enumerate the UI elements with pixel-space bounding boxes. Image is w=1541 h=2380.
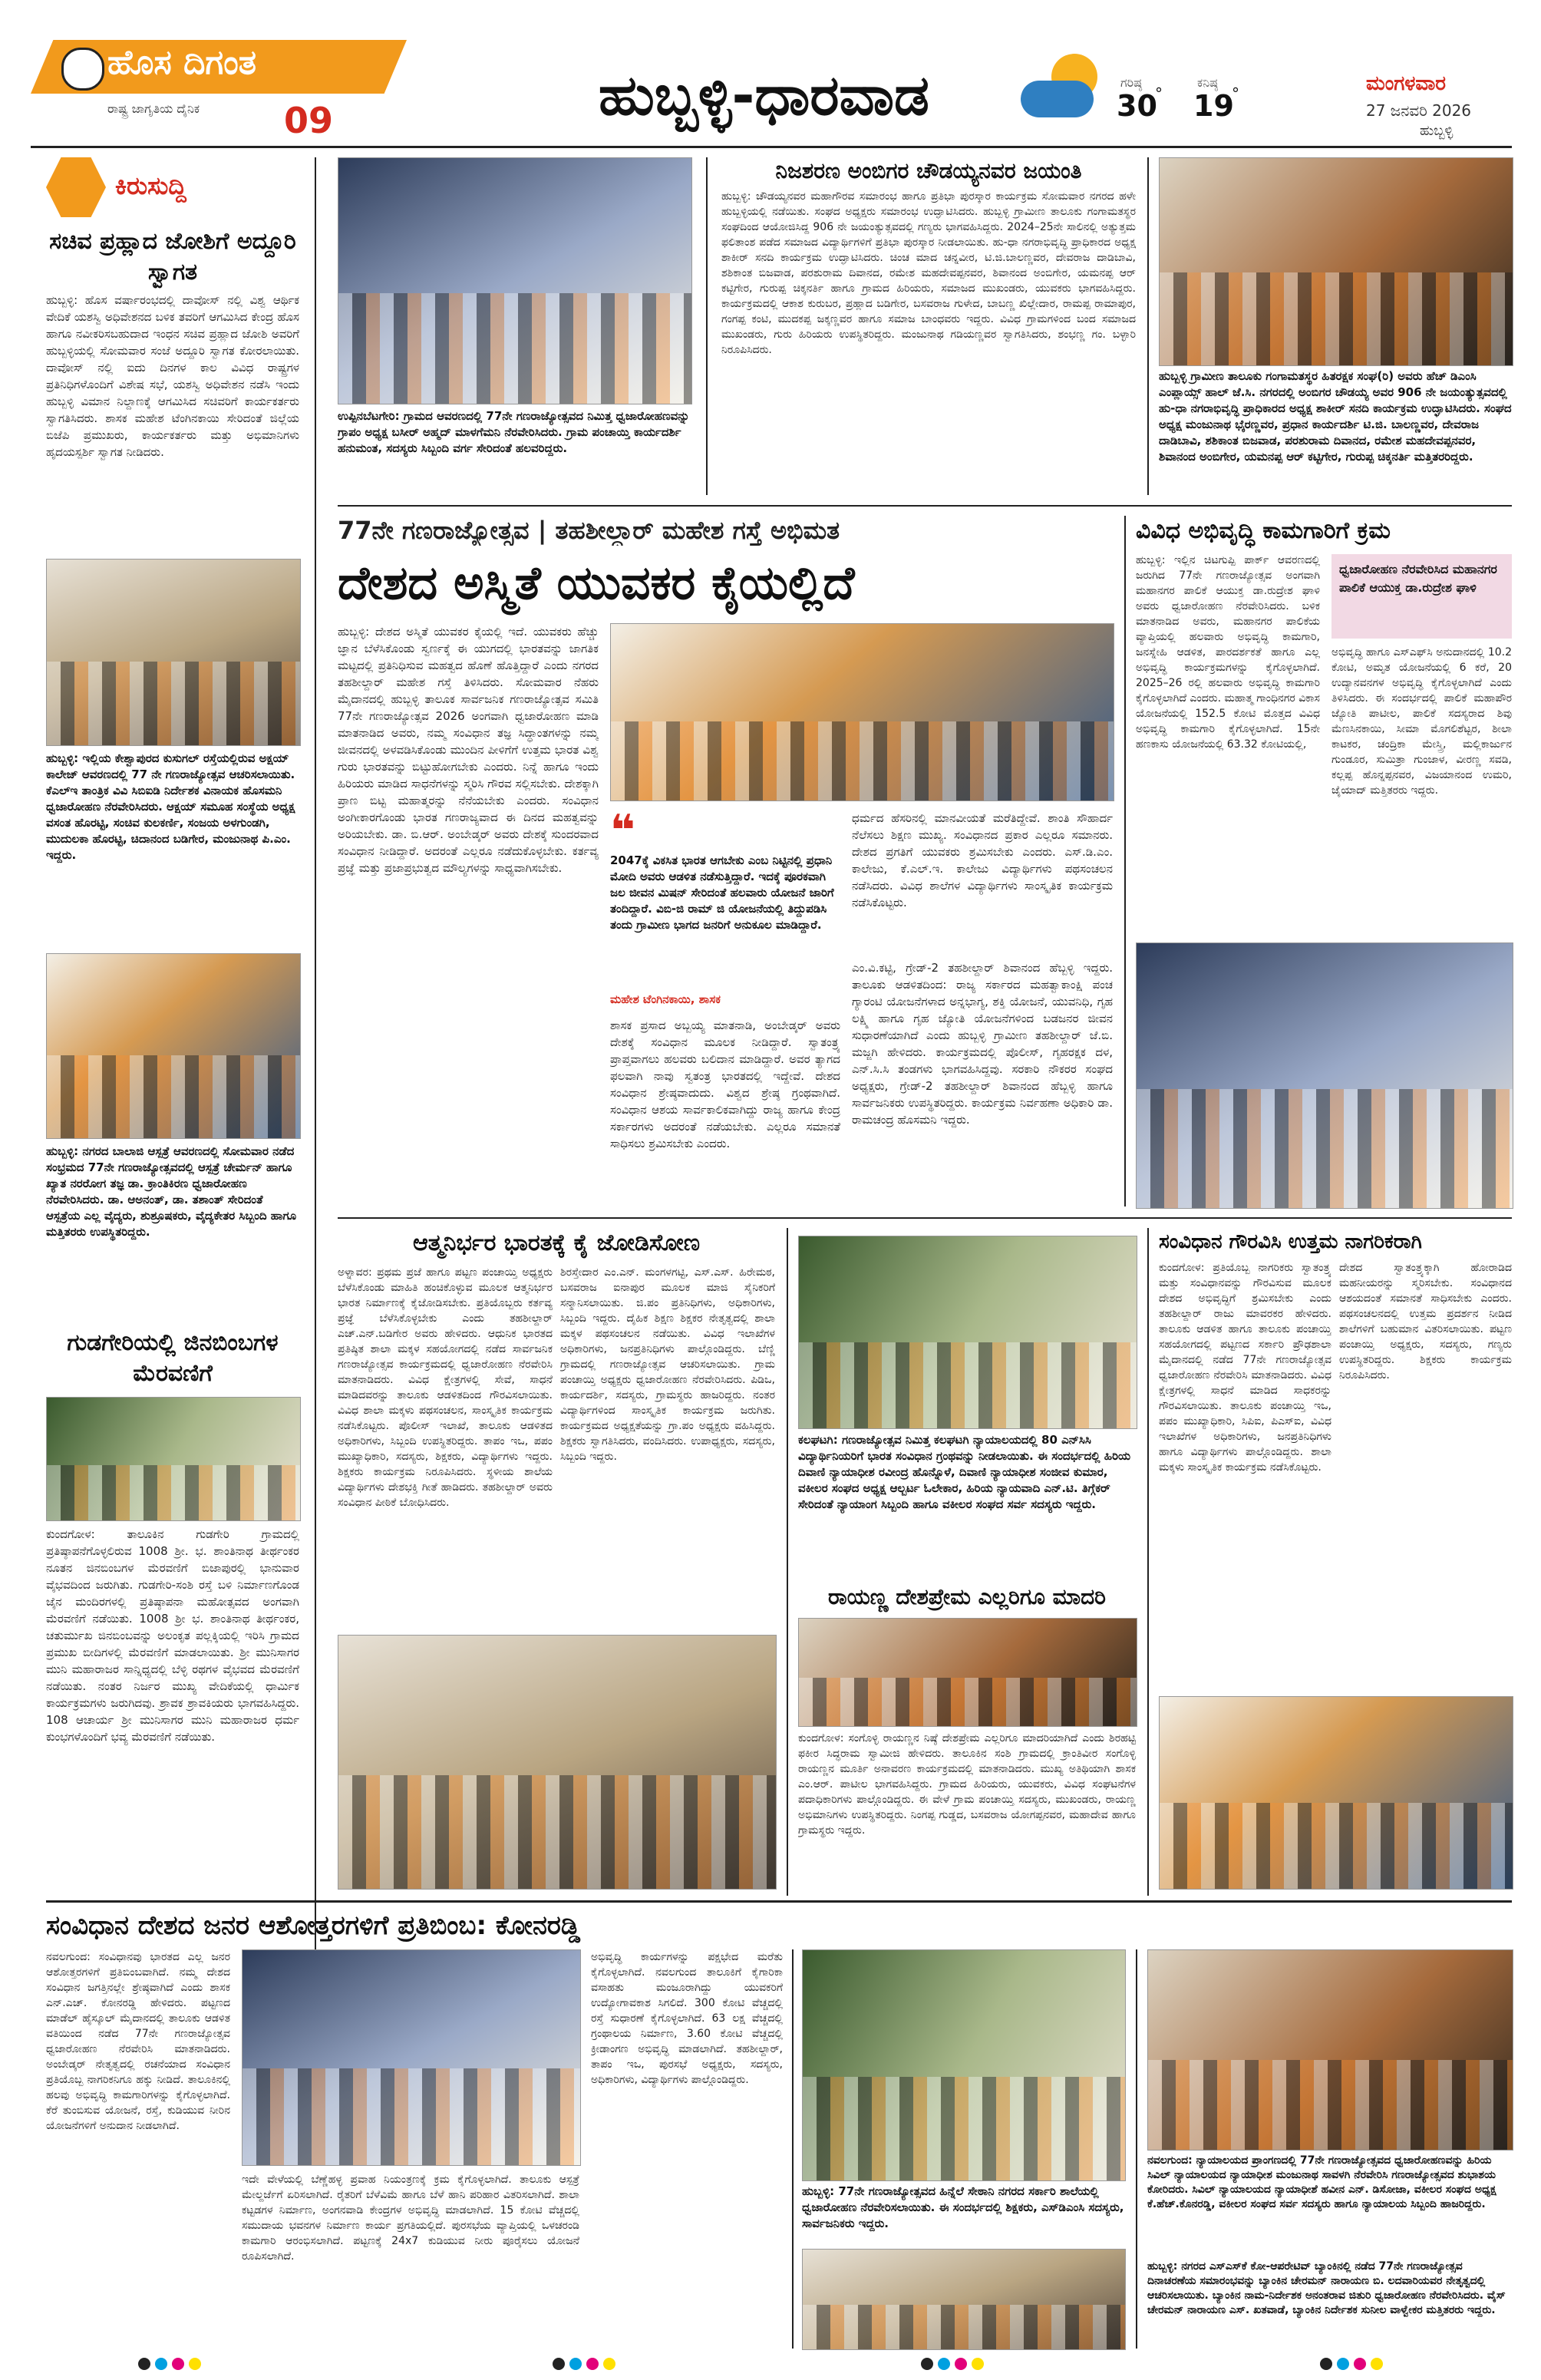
edition-city: ಹುಬ್ಬಳ್ಳಿ: [1420, 123, 1454, 139]
photo-uppinabetageri: [338, 157, 692, 404]
lead-body-3: ಧರ್ಮದ ಹೆಸರಿನಲ್ಲಿ ಮಾನವೀಯತೆ ಮರೆತಿದ್ದೇವೆ. ಶಾಂತಿ ಸೌಹಾರ್ದ ನೆಲೆಸಲು ಶಿಕ್ಷಣ ಮುಖ್ಯ. ಸಂವಿಧಾನದ ಪ್ರಕಾರ ಎಲ್ಲರೂ ಸಮಾನರು. ದೇಶದ ಪ್ರಗತಿಗೆ ಯುವಕರು ಶ್ರಮಿಸಬೇಕು ಎಂದರು. ಎಸ್.ಡಿ.ಎಂ. ಕಾಲೇಜು, ಕೆ.ಎಲ್.ಇ. ಕಾಲೇಜು ವಿದ್ಯಾರ್ಥಿಗಳು ಪಥಸಂಚಲನ ನಡೆಸಿದರು. ವಿವಿಧ ಶಾಲೆಗಳ ವಿದ್ಯಾರ್ಥಿಗಳು ಸಾಂಸ್ಕೃತಿಕ ಕಾರ್ಯಕ್ರಮ ನಡೆಸಿಕೊಟ್ಟರು.: [852, 811, 1113, 909]
story-body-konareddy-3: ಅಭಿವೃದ್ಧಿ ಕಾರ್ಯಗಳನ್ನು ಪಕ್ಷಭೇದ ಮರೆತು ಕೈಗೊಳ್ಳಲಾಗಿದೆ. ನವಲಗುಂದ ತಾಲೂಕಿಗೆ ಕೈಗಾರಿಕಾ ವಸಾಹತು ಮಂಜೂರಾಗಿದ್ದು ಯುವಕರಿಗೆ ಉದ್ಯೋಗಾವಕಾಶ ಸಿಗಲಿದೆ. 300 ಕೋಟಿ ವೆಚ್ಚದಲ್ಲಿ ರಸ್ತೆ ಸುಧಾರಣೆ ಕೈಗೊಳ್ಳಲಾಗಿದೆ. 63 ಲಕ್ಷ ವೆಚ್ಚದಲ್ಲಿ ಗ್ರಂಥಾಲಯ ನಿರ್ಮಾಣ, 3.60 ಕೋಟಿ ವೆಚ್ಚದಲ್ಲಿ ಕ್ರೀಡಾಂಗಣ ಅಭಿವೃದ್ಧಿ ಮಾಡಲಾಗಿದೆ. ತಹಶೀಲ್ದಾರ್, ತಾಪಂ ಇಒ, ಪುರಸಭೆ ಅಧ್ಯಕ್ಷರು, ಸದಸ್ಯರು, ಅಧಿಕಾರಿಗಳು, ವಿದ್ಯಾರ್ಥಿಗಳು ಪಾಲ್ಗೊಂಡಿದ್ದರು.: [591, 1951, 783, 2086]
story-body-joshi: ಹುಬ್ಬಳ್ಳಿ: ಹೊಸ ವರ್ಷಾರಂಭದಲ್ಲಿ ದಾವೋಸ್ ನಲ್ಲಿ ವಿಶ್ವ ಆರ್ಥಿಕ ವೇದಿಕೆ ಯಶಸ್ವಿ ಅಧಿವೇಶನದ ಬಳಿಕ ತವರಿಗೆ ಆಗಮಿಸಿದ ಕೇಂದ್ರ ಹೊಸ ಹಾಗೂ ನವೀಕರಿಸಬಹುದಾದ ಇಂಧನ ಸಚಿವ ಪ್ರಹ್ಲಾದ ಜೋಶಿ ಅವರಿಗೆ ಹುಬ್ಬಳ್ಳಿಯಲ್ಲಿ ಸೋಮವಾರ ಸಂಜೆ ಅದ್ದೂರಿ ಸ್ವಾಗತ ಕೋರಲಾಯಿತು. ದಾವೋಸ್ ನಲ್ಲಿ ಐದು ದಿನಗಳ ಕಾಲ ವಿವಿಧ ರಾಷ್ಟ್ರಗಳ ಪ್ರತಿನಿಧಿಗಳೊಂದಿಗೆ ವಿಶೇಷ ಸಭೆ, ಯಶಸ್ವಿ ಅಧಿವೇಶನ ನಡೆಸಿ ಇಂದು ಹುಬ್ಬಳ್ಳಿ ವಿಮಾನ ನಿಲ್ದಾಣಕ್ಕೆ ಆಗಮಿಸಿದ ಸಚಿವರಿಗೆ ಕಾರ್ಯಕರ್ತರು ಸ್ವಾಗತಿಸಿದರು. ಶಾಸಕ ಮಹೇಶ ಟೆಂಗಿನಕಾಯಿ ಸೇರಿದಂತೆ ಜಿಲ್ಲೆಯ ಬಿಜೆಪಿ ಪ್ರಮುಖರು, ಕಾರ್ಯಕರ್ತರು ಮತ್ತು ಅಭಿಮಾನಿಗಳು ಹೃದಯಸ್ಪರ್ಶಿ ಸ್ವಾಗತ ನೀಡಿದರು.: [46, 293, 299, 459]
story-body-jayanti: ಹುಬ್ಬಳ್ಳಿ: ಚೌಡಯ್ಯನವರ ಮಹಾಗೌರವ ಸಮಾರಂಭ ಹಾಗೂ ಪ್ರತಿಭಾ ಪುರಸ್ಕಾರ ಕಾರ್ಯಕ್ರಮ ಸೋಮವಾರ ನಗರದ ಹಳೇ ಹುಬ್ಬಳ್ಳಿಯಲ್ಲಿ ನಡೆಯಿತು. ಸಂಘದ ಅಧ್ಯಕ್ಷರು ಸಮಾರಂಭ ಉದ್ಘಾಟಿಸಿದರು. ಹುಬ್ಬಳ್ಳಿ ಗ್ರಾಮೀಣ ತಾಲೂಕು ಗಂಗಾಮತಸ್ಥರ ಸಂಘದಿಂದ ಆಯೋಜಿಸಿದ್ದ 906 ನೇ ಜಯಂತ್ಯುತ್ಸವದಲ್ಲಿ ಗಣ್ಯರು ಭಾಗವಹಿಸಿದ್ದರು. 2024–25ನೇ ಸಾಲಿನಲ್ಲಿ ಅತ್ಯುತ್ತಮ ಫಲಿತಾಂಶ ಪಡೆದ ಸಮಾಜದ ವಿದ್ಯಾರ್ಥಿಗಳಿಗೆ ಪ್ರತಿಭಾ ಪುರಸ್ಕಾರ ನೀಡಲಾಯಿತು. ಹು-ಧಾ ನಗರಾಭಿವೃದ್ಧಿ ಪ್ರಾಧಿಕಾರದ ಅಧ್ಯಕ್ಷ ಶಾಕೀರ್ ಸನದಿ ಕಾರ್ಯಕ್ರಮ ಉದ್ಘಾಟಿಸಿದರು. ಚಿಂಚ ಮಾದ ಚನ್ನವೀರ, ಟಿ.ಜಿ.ಬಾಲಣ್ಣವರ, ದೇವರಾಜ ದಾಡಿಬಾವಿ, ಶಶಿಕಾಂತ ಬಿಜವಾಡ, ಪರಶುರಾಮ ದಿವಾನದ, ರಮೇಶ ಮಹದೇವಪ್ಪನವರ, ಶಿವಾನಂದ ಅಂಬಿಗೇರ, ಯಮನಪ್ಪ ಆರ್ ಕಟ್ಟಿಗೇರ, ಗುರುಪ್ಪ ಚಿಕ್ಕನರ್ತಿ ಹಾಗೂ ಗ್ರಾಮದ ಹಿರಿಯರು, ಸಮಾಜದ ಮುಖಂಡರು, ಯುವಕರು ಭಾಗವಹಿಸಿದ್ದರು. ಕಾರ್ಯಕ್ರಮದಲ್ಲಿ ಆಕಾಶ ಕುರುಬರ, ಪ್ರಹ್ಲಾದ ಬಡಿಗೇರ, ಬಸವರಾಜ ಗುಳೇದ, ಬಾಬಣ್ಣ ಖಿಲ್ಲೇದಾರ, ರಾಮಪ್ಪ ರಾಮಾಪುರ, ಗಂಗಪ್ಪ ಕಂಟಿ, ಮುದಕಪ್ಪ ಜಕ್ಕಣ್ಣವರ ಹಾಗೂ ಸಮಾಜ ಬಾಂಧವರು ಇದ್ದರು. ವಿವಿಧ ಗ್ರಾಮಗಳಿಂದ ಬಂದ ಸಮಾಜದ ಮುಖಂಡರು, ಗುರು ಹಿರಿಯರು ಉಪಸ್ಥಿತರಿದ್ದರು. ಮಂಜುನಾಥ ಗಡಿಯಣ್ಣವರ ಸ್ವಾಗತಿಸಿದರು, ಶಂಭಣ್ಣ ಗಂ. ಬಳ್ಳಾರಿ ನಿರೂಪಿಸಿದರು.: [721, 190, 1136, 356]
photo-kalaghatagi-ncc: [798, 1236, 1137, 1429]
logo-text: ಹೊಸ ದಿಗಂತ: [107, 43, 257, 82]
story-title-development: ವಿವಿಧ ಅಭಿವೃದ್ಧಿ ಕಾಮಗಾರಿಗೆ ಕ್ರಮ: [1136, 517, 1391, 544]
info-box-ghali: ಧ್ವಜಾರೋಹಣ ನೆರವೇರಿಸಿದ ಮಹಾನಗರ ಪಾಲಿಕೆ ಆಯುಕ್ತ ಡಾ.ರುದ್ರೇಶ ಘಾಳಿ: [1331, 554, 1512, 639]
max-temp: 30: [1117, 89, 1157, 123]
photo-development-salute: [1136, 942, 1513, 1209]
story-title-jayanti: ನಿಜಶರಣ ಅಂಬಿಗರ ಚೌಡಯ್ಯನವರ ಜಯಂತಿ: [775, 158, 1082, 183]
kirusuddi-badge: ಕಿರುಸುದ್ದಿ: [46, 157, 238, 219]
page-number: 09: [284, 100, 334, 141]
lead-body-4: ಎಂ.ವಿ.ಕಟ್ಟಿ, ಗ್ರೇಡ್-2 ತಹಶೀಲ್ದಾರ್ ಶಿವಾನಂದ ಹೆಬ್ಬಳ್ಳಿ ಇದ್ದರು. ತಾಲೂಕು ಆಡಳಿತದಿಂದ: ರಾಜ್ಯ ಸರ್ಕಾರದ ಮಹತ್ವಾಕಾಂಕ್ಷಿ ಪಂಚ ಗ್ಯಾರಂಟಿ ಯೋಜನೆಗಳಾದ ಅನ್ನಭಾಗ್ಯ, ಶಕ್ತಿ ಯೋಜನೆ, ಯುವನಿಧಿ, ಗೃಹ ಲಕ್ಷ್ಮಿ ಹಾಗೂ ಗೃಹ ಜ್ಯೋತಿ ಯೋಜನೆಗಳಿಂದ ಬಡಜನರ ಜೀವನ ಸುಧಾರಣೆಯಾಗಿದೆ ಎಂದು ಹುಬ್ಬಳ್ಳಿ ಗ್ರಾಮೀಣ ತಹಶೀಲ್ದಾರ್ ಜೆ.ಬಿ. ಮಜ್ಜಗಿ ಹೇಳಿದರು. ಕಾರ್ಯಕ್ರಮದಲ್ಲಿ ಪೊಲೀಸ್, ಗೃಹರಕ್ಷಕ ದಳ, ಎನ್.ಸಿ.ಸಿ ತಂಡಗಳು ಭಾಗವಹಿಸಿದ್ದವು. ಸರಕಾರಿ ನೌಕರರ ಸಂಘದ ಅಧ್ಯಕ್ಷರು, ಗ್ರೇಡ್-2 ತಹಶೀಲ್ದಾರ್ ಶಿವಾನಂದ ಹೆಬ್ಬಳ್ಳಿ ಹಾಗೂ ಸಾರ್ವಜನಿಕರು ಉಪಸ್ಥಿತರಿದ್ದರು. ಕಾರ್ಯಕ್ರಮ ನಿರ್ವಹಣಾ ಅಧಿಕಾರಿ ಡಾ. ರಾಮಚಂದ್ರ ಹೊಸಮನಿ ಇದ್ದರು.: [852, 961, 1113, 1127]
story-body-samvidhana: ಕುಂದಗೋಳ: ಪ್ರತಿಯೊಬ್ಬ ನಾಗರಿಕರು ಸ್ವಾತಂತ್ರ್ಯ ಮತ್ತು ಸಂವಿಧಾನವನ್ನು ಗೌರವಿಸುವ ಮೂಲಕ ದೇಶದ ಅಭಿವೃದ್ಧಿಗೆ ಶ್ರಮಿಸಬೇಕು ಎಂದು ತಹಶೀಲ್ದಾರ್ ರಾಜು ಮಾವರಕರ ಹೇಳಿದರು. ತಾಲೂಕು ಆಡಳಿತ ಹಾಗೂ ತಾಲೂಕು ಪಂಚಾಯ್ತಿ ಸಹಯೋಗದಲ್ಲಿ ಪಟ್ಟಣದ ಸರ್ಕಾರಿ ಪ್ರೌಢಶಾಲಾ ಮೈದಾನದಲ್ಲಿ ನಡೆದ 77ನೇ ಗಣರಾಜ್ಯೋತ್ಸವ ಧ್ವಜಾರೋಹಣ ನೆರವೇರಿಸಿ ಮಾತನಾಡಿದರು. ವಿವಿಧ ಕ್ಷೇತ್ರಗಳಲ್ಲಿ ಸಾಧನೆ ಮಾಡಿದ ಸಾಧಕರನ್ನು ಗೌರವಿಸಲಾಯಿತು. ತಾಲೂಕು ಪಂಚಾಯ್ತಿ ಇಒ, ಪಪಂ ಮುಖ್ಯಾಧಿಕಾರಿ, ಸಿಪಿಐ, ಪಿಎಸ್‌ಐ, ವಿವಿಧ ಇಲಾಖೆಗಳ ಅಧಿಕಾರಿಗಳು, ಜನಪ್ರತಿನಿಧಿಗಳು ಹಾಗೂ ವಿದ್ಯಾರ್ಥಿಗಳು ಪಾಲ್ಗೊಂಡಿದ್ದರು. ಶಾಲಾ ಮಕ್ಕಳು ಸಾಂಸ್ಕೃತಿಕ ಕಾರ್ಯಕ್ರಮ ನಡೆಸಿಕೊಟ್ಟರು.: [1159, 1262, 1331, 1474]
quote-attribution: ಮಹೇಶ ಟೆಂಗಿನಕಾಯಿ, ಶಾಸಕ: [610, 992, 721, 1006]
story-body-development-1: ಹುಬ್ಬಳ್ಳಿ: ಇಲ್ಲಿನ ಚಿಟಗುಪ್ಪಿ ಪಾರ್ಕ್ ಆವರಣದಲ್ಲಿ ಜರುಗಿದ 77ನೇ ಗಣರಾಜ್ಯೋತ್ಸವ ಅಂಗವಾಗಿ ಮಹಾನಗರ ಪಾಲಿಕೆ ಆಯುಕ್ತ ಡಾ.ರುದ್ರೇಶ ಘಾಳಿ ಅವರು ಧ್ವಜಾರೋಹಣ ನೆರವೇರಿಸಿದರು. ಬಳಿಕ ಮಾತನಾಡಿದ ಅವರು, ಮಹಾನಗರ ಪಾಲಿಕೆಯ ವ್ಯಾಪ್ತಿಯಲ್ಲಿ ಹಲವಾರು ಅಭಿವೃದ್ಧಿ ಕಾಮಗಾರಿ, ಜನಸ್ನೇಹಿ ಆಡಳಿತ, ಪಾರದರ್ಶಕತೆ ಹಾಗೂ ಎಲ್ಲ ಅಭಿವೃದ್ಧಿ ಕಾರ್ಯಕ್ರಮಗಳನ್ನು ಕೈಗೊಳ್ಳಲಾಗಿದೆ. 2025–26 ರಲ್ಲಿ ಹಲವಾರು ಅಭಿವೃದ್ಧಿ ಕಾಮಗಾರಿ ಕೈಗೊಳ್ಳಲಾಗಿದೆ ಎಂದರು. ಮಹಾತ್ಮ ಗಾಂಧಿನಗರ ವಿಕಾಸ ಯೋಜನೆಯಲ್ಲಿ 152.5 ಕೋಟಿ ಮೊತ್ತದ ವಿವಿಧ ಅಭಿವೃದ್ಧಿ ಕಾಮಗಾರಿ ಕೈಗೊಳ್ಳಲಾಗಿದೆ. 15ನೇ ಹಣಕಾಸು ಯೋಜನೆಯಲ್ಲಿ 63.32 ಕೋಟಿಯಲ್ಲಿ,: [1136, 554, 1320, 751]
lead-headline: ದೇಶದ ಅಸ್ಮಿತೆ ಯುವಕರ ಕೈಯಲ್ಲಿದೆ: [338, 556, 855, 610]
caption-balaji-hospital: ಹುಬ್ಬಳ್ಳಿ: ನಗರದ ಬಾಲಾಜಿ ಆಸ್ಪತ್ರೆ ಆವರಣದಲ್ಲಿ ಸೋಮವಾರ ನಡೆದ ಸಂಭ್ರಮದ 77ನೇ ಗಣರಾಜ್ಯೋತ್ಸವದಲ್ಲಿ ಆಸ್ಪತ್ರೆ ಚೇರ್ಮನ್ ಹಾಗೂ ಖ್ಯಾತ ನರರೋಗ ತಜ್ಞ ಡಾ. ಕ್ರಾಂತಿಕಿರಣ ಧ್ವಜಾರೋಹಣ ನೆರವೇರಿಸಿದರು. ಡಾ. ಆಅನಂತ್, ಡಾ. ತಶಾಂತ್ ಸೇರಿದಂತೆ ಆಸ್ಪತ್ರೆಯ ಎಲ್ಲ ವೈದ್ಯರು, ಶುಶ್ರೂಷಕರು, ವೈದ್ಯಕೇತರ ಸಿಬ್ಬಂದಿ ಹಾಗೂ ಮತ್ತಿತರರು ಉಪಸ್ಥಿತರಿದ್ದರು.: [46, 1144, 297, 1239]
rule-below-top: [338, 505, 1512, 507]
rule-bottom-2: [1136, 1949, 1137, 2349]
masthead: [0, 0, 1541, 153]
caption-uppinabetageri: ಉಪ್ಪಿನಬೆಟಗೇರಿ: ಗ್ರಾಮದ ಆವರಣದಲ್ಲಿ 77ನೇ ಗಣರಾಜ್ಯೋತ್ಸವದ ನಿಮಿತ್ತ ಧ್ವಜಾರೋಹಣವನ್ನು ಗ್ರಾಪಂ ಅಧ್ಯಕ್ಷ ಬಸೀರ್ ಅಹ್ಮದ್ ಮಾಳಗೆಮನಿ ನೆರವೇರಿಸಿದರು. ಗ್ರಾಮ ಪಂಚಾಯ್ತಿ ಕಾರ್ಯದರ್ಶಿ ಹನುಮಂತ, ಸದಸ್ಯರು ಸಿಬ್ಬಂದಿ ವರ್ಗ ಸೇರಿದಂತೆ ಹಲವರಿದ್ದರು.: [338, 409, 690, 455]
photo-navalgund-court: [1147, 1949, 1513, 2151]
rule-below-lead: [338, 1217, 1512, 1219]
logo-emblem-icon: [61, 48, 104, 91]
photo-sethani-school: [802, 1949, 1126, 2181]
rule-mid-1: [787, 1228, 788, 1896]
lead-kicker: 77ನೇ ಗಣರಾಜ್ಯೋತ್ಸವ | ತಹಶೀಲ್ದಾರ್ ಮಹೇಶ ಗಸ್ತೆ ಅಭಿಮತ: [338, 516, 840, 545]
photo-alnavar-stage: [338, 1635, 777, 1890]
weekday: ಮಂಗಳವಾರ: [1366, 72, 1447, 95]
max-degree: °: [1155, 84, 1163, 103]
story-title-konareddy: ಸಂವಿಧಾನ ದೇಶದ ಜನರ ಆಶೋತ್ತರಗಳಿಗೆ ಪ್ರತಿಬಿಂಬ: ಕೋನರಡ್ಡಿ: [46, 1910, 581, 1941]
left-column-rule: [315, 157, 316, 2099]
caption-ssk-bank: ಹುಬ್ಬಳ್ಳಿ: ನಗರದ ಎಸ್‌ಎಸ್‌ಕೆ ಕೋ-ಆಪರೇಟಿವ್ ಬ್ಯಾಂಕಿನಲ್ಲಿ ನಡೆದ 77ನೇ ಗಣರಾಜ್ಯೋತ್ಸವ ದಿನಾಚರಣೆಯ ಸಮಾರಂಭವನ್ನು ಬ್ಯಾಂಕಿನ ಚೇರಮನ್ ನಾರಾಯಣ ಬಿ. ಲದವಾರಿಯವರ ನೇತೃತ್ವದಲ್ಲಿ ಆಚರಿಸಲಾಯಿತು. ಬ್ಯಾಂಕಿನ ನಾಮ-ನಿರ್ದೇಶಕ ಅನಂತರಾವ ಜಿತುರಿ ಧ್ವಜಾರೋಹಣ ನೆರವೇರಿಸಿದರು. ವೈಸ್ ಚೇರಮನ್ ನಾರಾಯಣ ಎಸ್. ಖತವಾಡೆ, ಬ್ಯಾಂಕಿನ ನಿರ್ದೇಶಕ ಸುನೀಲ ವಾಳ್ವೇಕರ ಮತ್ತಿತರರು ಇದ್ದರು.: [1147, 2260, 1506, 2316]
photo-kundagol-stage: [1159, 1696, 1513, 1890]
story-title-joshi: ಸಚಿವ ಪ್ರಹ್ಲಾದ ಜೋಶಿಗೆ ಅದ್ದೂರಿ ಸ್ವಾಗತ: [49, 228, 296, 286]
lead-quote-box: [610, 806, 840, 1009]
weather-icon: [1021, 54, 1105, 123]
story-body-konareddy-2: ಇದೇ ವೇಳೆಯಲ್ಲಿ ಬೆಣ್ಣೆಹಳ್ಳ ಪ್ರವಾಹ ನಿಯಂತ್ರಣಕ್ಕೆ ಕ್ರಮ ಕೈಗೊಳ್ಳಲಾಗಿದೆ. ತಾಲೂಕು ಆಸ್ಪತ್ರೆ ಮೇಲ್ದರ್ಜೆಗೆ ಏರಿಸಲಾಗಿದೆ. ರೈತರಿಗೆ ಬೆಳೆವಿಮೆ ಹಾಗೂ ಬೆಳೆ ಹಾನಿ ಪರಿಹಾರ ವಿತರಿಸಲಾಗಿದೆ. ಶಾಲಾ ಕಟ್ಟಡಗಳ ನಿರ್ಮಾಣ, ಅಂಗನವಾಡಿ ಕೇಂದ್ರಗಳ ಅಭಿವೃದ್ಧಿ ಮಾಡಲಾಗಿದೆ. 15 ಕೋಟಿ ವೆಚ್ಚದಲ್ಲಿ ಸಮುದಾಯ ಭವನಗಳ ನಿರ್ಮಾಣ ಕಾರ್ಯ ಪ್ರಗತಿಯಲ್ಲಿದೆ. ಪುರಸಭೆಯ ವ್ಯಾಪ್ತಿಯಲ್ಲಿ ಒಳಚರಂಡಿ ಕಾಮಗಾರಿ ಆರಂಭಿಸಲಾಗಿದೆ. ಪಟ್ಟಣಕ್ಕೆ 24x7 ಕುಡಿಯುವ ನೀರು ಪೂರೈಸಲು ಯೋಜನೆ ರೂಪಿಸಲಾಗಿದೆ.: [242, 2174, 579, 2263]
story-body-atmanirbhar: ಅಳ್ನಾವರ: ಪ್ರಥಮ ಪ್ರಜೆ ಹಾಗೂ ಪಟ್ಟಣ ಪಂಚಾಯ್ತಿ ಅಧ್ಯಕ್ಷರು ಬೆಳೆಸಿಕೊಂಡು ಮಾಹಿತಿ ಹಂಚಿಕೊಳ್ಳುವ ಮೂಲಕ ಆತ್ಮನಿರ್ಭರ ಭಾರತ ನಿರ್ಮಾಣಕ್ಕೆ ಕೈಜೋಡಿಸಬೇಕು. ಪ್ರತಿಯೊಬ್ಬರು ಕರ್ತವ್ಯ ಪ್ರಜ್ಞೆ ಬೆಳೆಸಿಕೊಳ್ಳಬೇಕು ಎಂದು ತಹಶೀಲ್ದಾರ್ ಎಚ್.ಎನ್.ಬಡಿಗೇರ ಅವರು ಹೇಳಿದರು. ಆಧುನಿಕ ಭಾರತದ ಪ್ರತಿಷ್ಠಿತ ಶಾಲಾ ಮಕ್ಕಳ ಸಹಯೋಗದಲ್ಲಿ ನಡೆದ ಸಾರ್ವಜನಿಕ ಗಣರಾಜ್ಯೋತ್ಸವ ಕಾರ್ಯಕ್ರಮದಲ್ಲಿ ಧ್ವಜಾರೋಹಣ ನೆರವೇರಿಸಿ ಮಾತನಾಡಿದರು. ವಿವಿಧ ಕ್ಷೇತ್ರಗಳಲ್ಲಿ ಸೇವೆ, ಸಾಧನೆ ಮಾಡಿದವರನ್ನು ತಾಲೂಕು ಆಡಳಿತದಿಂದ ಗೌರವಿಸಲಾಯಿತು. ವಿವಿಧ ಶಾಲಾ ಮಕ್ಕಳು ಪಥಸಂಚಲನ, ಸಾಂಸ್ಕೃತಿಕ ಕಾರ್ಯಕ್ರಮ ನಡೆಸಿಕೊಟ್ಟರು. ಪೊಲೀಸ್ ಇಲಾಖೆ, ತಾಲೂಕು ಆಡಳಿತದ ಅಧಿಕಾರಿಗಳು, ಸಿಬ್ಬಂದಿ ಉಪಸ್ಥಿತರಿದ್ದರು. ತಾಪಂ ಇಒ, ಪಪಂ ಮುಖ್ಯಾಧಿಕಾರಿ, ಸದಸ್ಯರು, ಶಿಕ್ಷಕರು, ವಿದ್ಯಾರ್ಥಿಗಳು ಇದ್ದರು. ಶಿಕ್ಷಕರು ಕಾರ್ಯಕ್ರಮ ನಿರೂಪಿಸಿದರು. ಸ್ಥಳೀಯ ಶಾಲೆಯ ವಿದ್ಯಾರ್ಥಿಗಳು ದೇಶಭಕ್ತಿ ಗೀತೆ ಹಾಡಿದರು. ತಹಶೀಲ್ದಾರ್ ಅವರು ಸಂವಿಧಾನ ಪೀಠಿಕೆ ಬೋಧಿಸಿದರು.: [338, 1266, 553, 1509]
caption-gangamata-sangha: ಹುಬ್ಬಳ್ಳಿ ಗ್ರಾಮೀಣ ತಾಲೂಕು ಗಂಗಾಮತಸ್ಥರ ಹಿತರಕ್ಷಕ ಸಂಘ(ರಿ) ಅವರು ಹೆಚ್ ಡಿಎಂಸಿ ಎಂಪ್ಲಾಯ್ಸ್ ಹಾಲ್ ಜೆ.ಸಿ. ನಗರದಲ್ಲಿ ಅಂಬಿಗರ ಚೌಡಯ್ಯ ಅವರ 906 ನೇ ಜಯಂತ್ಯುತ್ಸವದಲ್ಲಿ ಹು-ಧಾ ನಗರಾಭಿವೃದ್ಧಿ ಪ್ರಾಧಿಕಾರದ ಅಧ್ಯಕ್ಷ ಶಾಕೀರ್ ಸನದಿ ಕಾರ್ಯಕ್ರಮ ಉದ್ಘಾಟಿಸಿದರು. ಸಂಘದ ಅಧ್ಯಕ್ಷ ಮಂಜುನಾಥ ಭೈರಣ್ಣವರ, ಪ್ರಧಾನ ಕಾರ್ಯದರ್ಶಿ ಟಿ.ಜಿ. ಬಾಲಣ್ಣವರ, ದೇವರಾಜ ದಾಡಿಬಾವಿ, ಶಶಿಕಾಂತ ಬಿಜವಾಡ, ಪರಶುರಾಮ ದಿವಾನದ, ರಮೇಶ ಮಹದೇವಪ್ಪನವರ, ಶಿವಾನಂದ ಅಂಬಿಗೇರ, ಯಮನಪ್ಪ ಆರ್ ಕಟ್ಟಿಗೇರ, ಗುರುಪ್ಪ ಚಿಕ್ಕನರ್ತಿ ಮತ್ತಿತರರಿದ್ದರು.: [1159, 369, 1512, 464]
photo-navalgund-stage: [242, 1949, 581, 2166]
masthead-rule: [31, 146, 1512, 148]
photo-akshay-college: [46, 559, 301, 746]
story-body-samvidhana-2: ದೇಶದ ಸ್ವಾತಂತ್ರ್ಯಕ್ಕಾಗಿ ಹೋರಾಡಿದ ಮಹನೀಯರನ್ನು ಸ್ಮರಿಸಬೇಕು. ಸಂವಿಧಾನದ ಆಶಯದಂತೆ ಸಮಾನತೆ ಸಾಧಿಸಬೇಕು ಎಂದರು. ಪಥಸಂಚಲನದಲ್ಲಿ ಉತ್ತಮ ಪ್ರದರ್ಶನ ನೀಡಿದ ಶಾಲೆಗಳಿಗೆ ಬಹುಮಾನ ವಿತರಿಸಲಾಯಿತು. ಪಟ್ಟಣ ಪಂಚಾಯ್ತಿ ಅಧ್ಯಕ್ಷರು, ಸದಸ್ಯರು, ಗಣ್ಯರು ಉಪಸ್ಥಿತರಿದ್ದರು. ಶಿಕ್ಷಕರು ಕಾರ್ಯಕ್ರಮ ನಿರೂಪಿಸಿದರು.: [1339, 1262, 1512, 1381]
story-body-konareddy-1: ನವಲಗುಂದ: ಸಂವಿಧಾನವು ಭಾರತದ ಎಲ್ಲ ಜನರ ಆಶೋತ್ತರಗಳಿಗೆ ಪ್ರತಿಬಿಂಬವಾಗಿದೆ. ನಮ್ಮ ದೇಶದ ಸಂವಿಧಾನ ಜಗತ್ತಿನಲ್ಲೇ ಶ್ರೇಷ್ಠವಾಗಿದೆ ಎಂದು ಶಾಸಕ ಎನ್.ಎಚ್. ಕೋನರಡ್ಡಿ ಹೇಳಿದರು. ಪಟ್ಟಣದ ಮಾಡೆಲ್ ಹೈಸ್ಕೂಲ್ ಮೈದಾನದಲ್ಲಿ ತಾಲೂಕು ಆಡಳಿತ ವತಿಯಿಂದ ನಡೆದ 77ನೇ ಗಣರಾಜ್ಯೋತ್ಸವ ಧ್ವಜಾರೋಹಣ ನೆರವೇರಿಸಿ ಮಾತನಾಡಿದರು. ಅಂಬೇಡ್ಕರ್ ನೇತೃತ್ವದಲ್ಲಿ ರಚನೆಯಾದ ಸಂವಿಧಾನ ಪ್ರತಿಯೊಬ್ಬ ನಾಗರಿಕನಿಗೂ ಹಕ್ಕು ನೀಡಿದೆ. ತಾಲೂಕಿನಲ್ಲಿ ಹಲವು ಅಭಿವೃದ್ಧಿ ಕಾಮಗಾರಿಗಳನ್ನು ಕೈಗೊಳ್ಳಲಾಗಿದೆ. ಕೆರೆ ತುಂಬಿಸುವ ಯೋಜನೆ, ರಸ್ತೆ, ಕುಡಿಯುವ ನೀರಿನ ಯೋಜನೆಗಳಿಗೆ ಅನುದಾನ ನೀಡಲಾಗಿದೆ.: [46, 1951, 230, 2132]
section-title: ಹುಬ್ಬಳ್ಳಿ-ಧಾರವಾಡ: [599, 63, 929, 127]
story-title-rayanna: ರಾಯಣ್ಣ ದೇಶಪ್ರೇಮ ಎಲ್ಲರಿಗೂ ಮಾದರಿ: [828, 1584, 1106, 1609]
story-body-atmanirbhar-2: ಶಿರಸ್ತೇದಾರ ಎಂ.ಎನ್. ಮಂಗಳಗಟ್ಟಿ, ಎಸ್.ಎಸ್. ಹಿರೇಮಠ, ಬಸವರಾಜ ಐನಾಪುರ ಮೂಲಕ ಮಾಜಿ ಸೈನಿಕರಿಗೆ ಸನ್ಮಾನಿಸಲಾಯಿತು. ಜಿ.ಪಂ ಪ್ರತಿನಿಧಿಗಳು, ಅಧಿಕಾರಿಗಳು, ಸಿಬ್ಬಂದಿ ಇದ್ದರು. ದೈಹಿಕ ಶಿಕ್ಷಣ ಶಿಕ್ಷಕರ ನೇತೃತ್ವದಲ್ಲಿ ಶಾಲಾ ಮಕ್ಕಳ ಪಥಸಂಚಲನ ನಡೆಯಿತು. ವಿವಿಧ ಇಲಾಖೆಗಳ ಅಧಿಕಾರಿಗಳು, ಜನಪ್ರತಿನಿಧಿಗಳು ಪಾಲ್ಗೊಂಡಿದ್ದರು. ಬೆಣ್ಣಿ ಗ್ರಾಮದಲ್ಲಿ ಗಣರಾಜ್ಯೋತ್ಸವ ಆಚರಿಸಲಾಯಿತು. ಗ್ರಾಮ ಪಂಚಾಯ್ತಿ ಅಧ್ಯಕ್ಷರು ಧ್ವಜಾರೋಹಣ ನೆರವೇರಿಸಿದರು. ಪಿಡಿಒ, ಕಾರ್ಯದರ್ಶಿ, ಸದಸ್ಯರು, ಗ್ರಾಮಸ್ಥರು ಹಾಜರಿದ್ದರು. ನಂತರ ವಿದ್ಯಾರ್ಥಿಗಳಿಂದ ಸಾಂಸ್ಕೃತಿಕ ಕಾರ್ಯಕ್ರಮ ಜರುಗಿತು. ಕಾರ್ಯಕ್ರಮದ ಅಧ್ಯಕ್ಷತೆಯನ್ನು ಗ್ರಾ.ಪಂ ಅಧ್ಯಕ್ಷರು ವಹಿಸಿದ್ದರು. ಶಿಕ್ಷಕರು ಸ್ವಾಗತಿಸಿದರು, ವಂದಿಸಿದರು. ಉಪಾಧ್ಯಕ್ಷರು, ಸದಸ್ಯರು, ಸಿಬ್ಬಂದಿ ಇದ್ದರು.: [560, 1266, 775, 1463]
rule-top-mid: [706, 157, 708, 495]
photo-bank-event: [802, 2249, 1126, 2350]
caption-sethani-school: ಹುಬ್ಬಳ್ಳಿ: 77ನೇ ಗಣರಾಜ್ಯೋತ್ಸವದ ಹಿನ್ನೆಲೆ ಸೇಠಾನಿ ನಗರದ ಸರ್ಕಾರಿ ಶಾಲೆಯಲ್ಲಿ ಧ್ವಜಾರೋಹಣ ನೆರವೇರಿಸಲಾಯಿತು. ಈ ಸಂದರ್ಭದಲ್ಲಿ ಶಿಕ್ಷಕರು, ಎಸ್‌ಡಿಎಂಸಿ ಸದಸ್ಯರು, ಸಾರ್ವಜನಿಕರು ಇದ್ದರು.: [802, 2184, 1124, 2230]
min-degree: °: [1232, 84, 1239, 103]
photo-balaji-hospital: [46, 953, 301, 1139]
story-body-development-2: ಅಭಿವೃದ್ಧಿ ಹಾಗೂ ಎಸ್ಎಫ್‌ಸಿ ಅನುದಾನದಲ್ಲಿ 10.2 ಕೋಟಿ, ಅಮೃತ ಯೋಜನೆಯಲ್ಲಿ 6 ಕರೆ, 20 ಉದ್ಯಾನವನಗಳ ಅಭಿವೃದ್ಧಿ ಕೈಗೊಳ್ಳಲಾಗಿದೆ ಎಂದು ತಿಳಿಸಿದರು. ಈ ಸಂದರ್ಭದಲ್ಲಿ ಪಾಲಿಕೆ ಮಹಾಪೌರ ಜ್ಯೋತಿ ಪಾಟೀಲ, ಪಾಲಿಕೆ ಸದಸ್ಯರಾದ ಶಿವು ಮೆಣಸಿನಕಾಯಿ, ಸೀಮಾ ಮೊಗಲಿಶೆಟ್ಟರ, ಶೀಲಾ ಕಾಟಕರ, ಚಂದ್ರಿಕಾ ಮೇಸ್ತ್ರಿ, ಮಲ್ಲಿಕಾರ್ಜುನ ಗುಂಡೂರ, ಸುಮಿತ್ರಾ ಗುಂಜಾಳ, ವೀರಣ್ಣ ಸವಡಿ, ಕಲ್ಲಪ್ಪ ಹೊನ್ನಪ್ಪನವರ, ವಿಜಯಾನಂದ ಉಮರಿ, ಜೈಯಾದ್ ಮತ್ತಿತರರು ಇದ್ದರು.: [1331, 646, 1512, 797]
logo-tagline: ರಾಷ್ಟ್ರ ಜಾಗೃತಿಯ ದೈನಿಕ: [107, 101, 200, 116]
rule-above-bottom: [46, 1900, 1512, 1903]
story-body-gudageri: ಕುಂದಗೋಳ: ತಾಲೂಕಿನ ಗುಡಗೇರಿ ಗ್ರಾಮದಲ್ಲಿ ಪ್ರತಿಷ್ಠಾಪನೆಗೊಳ್ಳಲಿರುವ 1008 ಶ್ರೀ. ಭ. ಶಾಂತಿನಾಥ ತೀರ್ಥಂಕರ ನೂತನ ಜಿನಬಿಂಬಗಳ ಮೆರವಣಿಗೆ ಬಿಜಾಪುರಲ್ಲಿ ಭಾನುವಾರ ವೈಭವದಿಂದ ಜರುಗಿತು. ಗುಡಗೇರಿ-ಸಂಶಿ ರಸ್ತೆ ಬಳಿ ನಿರ್ಮಾಣಗೊಂಡ ಜೈನ ಮಂದಿರಗಳಲ್ಲಿ ಪ್ರತಿಷ್ಠಾಪನಾ ಮಹೋತ್ಸವದ ಅಂಗವಾಗಿ ಮೆರವಣಿಗೆ ನಡೆಯಿತು. 1008 ಶ್ರೀ ಭ. ಶಾಂತಿನಾಥ ತೀರ್ಥಂಕರ, ಚತುರ್ಮುಖ ಜಿನಬಿಂಬವನ್ನು ಅಲಂಕೃತ ಪಲ್ಲಕ್ಕಿಯಲ್ಲಿ ಇರಿಸಿ ಗ್ರಾಮದ ಪ್ರಮುಖ ಬೀದಿಗಳಲ್ಲಿ ಮೆರವಣಿಗೆ ಮಾಡಲಾಯಿತು. ಶ್ರೀ ಮುನಿಸಾಗರ ಮುನಿ ಮಹಾರಾಜರ ಸಾನ್ನಿಧ್ಯದಲ್ಲಿ ಬೆಳ್ಳಿ ರಥಗಳ ವೈಭವದ ಮೆರವಣಿಗೆ ನಡೆಯಿತು. ನಂತರ ನಿರ್ಜರ ಮುಖ್ಯ ವೇದಿಕೆಯಲ್ಲಿ ಧಾರ್ಮಿಕ ಕಾರ್ಯಕ್ರಮಗಳು ಜರುಗಿದವು. ಶ್ರಾವಕ ಶ್ರಾವಕಿಯರು ಭಾಗವಹಿಸಿದ್ದರು. 108 ಆಚಾರ್ಯ ಶ್ರೀ ಮುನಿಸಾಗರ ಮುನಿ ಮಹಾರಾಜರ ಧರ್ಮ ಕುಂಭಗಳೊಂದಿಗೆ ಭವ್ಯ ಮೆರವಣಿಗೆ ನಡೆಯಿತು.: [46, 1527, 299, 1744]
story-title-gudageri: ಗುಡಗೇರಿಯಲ್ಲಿ ಜಿನಬಿಂಬಗಳ ಮೆರವಣಿಗೆ: [67, 1329, 279, 1387]
rule-lead-right: [1124, 516, 1126, 1207]
story-body-rayanna: ಕುಂದಗೋಳ: ಸಂಗೊಳ್ಳಿ ರಾಯಣ್ಣನ ನಿಷ್ಠೆ ದೇಶಪ್ರೇಮ ಎಲ್ಲರಿಗೂ ಮಾದರಿಯಾಗಿದೆ ಎಂದು ಶಿರಹಟ್ಟಿ ಫಕೀರ ಸಿದ್ಧರಾಮ ಸ್ವಾಮೀಜಿ ಹೇಳಿದರು. ತಾಲೂಕಿನ ಸಂಶಿ ಗ್ರಾಮದಲ್ಲಿ ಕ್ರಾಂತಿವೀರ ಸಂಗೊಳ್ಳಿ ರಾಯಣ್ಣನ ಮೂರ್ತಿ ಅನಾವರಣ ಕಾರ್ಯಕ್ರಮದಲ್ಲಿ ಮಾತನಾಡಿದರು. ಮುಖ್ಯ ಅತಿಥಿಯಾಗಿ ಶಾಸಕ ಎಂ.ಆರ್. ಪಾಟೀಲ ಭಾಗವಹಿಸಿದ್ದರು. ಗ್ರಾಮದ ಹಿರಿಯರು, ಯುವಕರು, ವಿವಿಧ ಸಂಘಟನೆಗಳ ಪದಾಧಿಕಾರಿಗಳು ಪಾಲ್ಗೊಂಡಿದ್ದರು. ಈ ವೇಳೆ ಗ್ರಾಮ ಪಂಚಾಯ್ತಿ ಸದಸ್ಯರು, ಮುಖಂಡರು, ರಾಯಣ್ಣ ಅಭಿಮಾನಿಗಳು ಉಪಸ್ಥಿತರಿದ್ದರು. ನಿಂಗಪ್ಪ ಗುಡ್ಡದ, ಬಸವರಾಜ ಯೋಗಪ್ಪನವರ, ಮಹಾದೇವ ಹಾಗೂ ಗ್ರಾಮಸ್ಥರು ಇದ್ದರು.: [798, 1732, 1136, 1837]
rule-mid-2: [1147, 1228, 1149, 1896]
caption-akshay-college: ಹುಬ್ಬಳ್ಳಿ: ಇಲ್ಲಿಯ ಕೇಶ್ವಾಪುರದ ಕುಸುಗಲ್ ರಸ್ತೆಯಲ್ಲಿರುವ ಅಕ್ಷಯ್ ಕಾಲೇಜ್ ಆವರಣದಲ್ಲಿ 77 ನೇ ಗಣರಾಜ್ಯೋತ್ಸವ ಆಚರಿಸಲಾಯಿತು. ಕೆಎಲ್ಇ ತಾಂತ್ರಿಕ ವಿವಿ ಸಿಬಿಐಡಿ ನಿರ್ದೇಶಕ ವಿನಾಯಕ ಹೊಸಮನಿ ಧ್ವಜಾರೋಹಣ ನೆರವೇರಿಸಿದರು. ಆಕ್ಷಯ್ ಸಮೂಹ ಸಂಸ್ಥೆಯ ಅಧ್ಯಕ್ಷ ವಸಂತ ಹೊರಟ್ಟಿ, ಸಂಚಿವ ಕುಲಕರ್ಣಿ, ಸಂಜಯ ಅಳಗುಂಡಗಿ, ಮುದುಲಕಾ ಹೊರಟ್ಟಿ, ಚಿದಾನಂದ ಬಡಿಗೇರ, ಮಂಜುನಾಥ ಪಿ.ಎಂ. ಇದ್ದರು.: [46, 751, 295, 862]
rule-bottom-1: [792, 1949, 794, 2349]
story-title-atmanirbhar: ಆತ್ಮನಿರ್ಭರ ಭಾರತಕ್ಕೆ ಕೈ ಜೋಡಿಸೋಣ: [412, 1230, 701, 1256]
rule-top-right: [1147, 157, 1149, 495]
story-title-samvidhana: ಸಂವಿಧಾನ ಗೌರವಿಸಿ ಉತ್ತಮ ನಾಗರಿಕರಾಗಿ: [1159, 1230, 1422, 1253]
quote-mark-icon: ❝: [610, 806, 635, 856]
min-temp: 19: [1193, 89, 1234, 123]
photo-lead-parade: [610, 623, 1114, 801]
photo-gudageri: [46, 1397, 301, 1521]
issue-date: 27 ಜನವರಿ 2026: [1366, 101, 1472, 120]
logo-block[interactable]: [31, 40, 407, 140]
min-temp-label: ಕನಿಷ್ಠ: [1197, 75, 1218, 90]
photo-gangamata-sangha: [1159, 157, 1513, 366]
caption-navalgund-court: ನವಲಗುಂದ: ನ್ಯಾಯಾಲಯದ ಪ್ರಾಂಗಣದಲ್ಲಿ 77ನೇ ಗಣರಾಜ್ಯೋತ್ಸವದ ಧ್ವಜಾರೋಹಣವನ್ನು ಹಿರಿಯ ಸಿವಿಲ್ ನ್ಯಾಯಾಲಯದ ನ್ಯಾಯಾಧೀಶ ಮಂಜುನಾಥ ಸಾವಳಗಿ ನೆರವೇರಿಸಿ ಗಣರಾಜ್ಯೋತ್ಸವದ ಶುಭಾಶಯ ಕೋರಿದರು. ಸಿವಿಲ್ ನ್ಯಾಯಾಲಯದ ನ್ಯಾಯಾಧೀಶೆ ಹವೀನ ಎನ್. ಡಿಸೋಜಾ, ವಕೀಲರ ಸಂಘದ ಅಧ್ಯಕ್ಷ ಕೆ.ಹೆಚ್.ಕೊನರಡ್ಡಿ, ವಕೀಲರ ಸಂಘದ ಸರ್ವ ಸದಸ್ಯರು ಹಾಗೂ ನ್ಯಾಯಾಲಯ ಸಿಬ್ಬಂದಿ ಹಾಜರಿದ್ದರು.: [1147, 2154, 1496, 2210]
max-temp-label: ಗರಿಷ್ಠ: [1120, 75, 1142, 90]
caption-kalaghatagi: ಕಲಘಟಗಿ: ಗಣರಾಜ್ಯೋತ್ಸವ ನಿಮಿತ್ತ ಕಲಘಟಗಿ ನ್ಯಾಯಾಲಯದಲ್ಲಿ 80 ಎನ್‌ಸಿಸಿ ವಿದ್ಯಾರ್ಥಿನಿಯರಿಗೆ ಭಾರತ ಸಂವಿಧಾನ ಗ್ರಂಥವನ್ನು ನೀಡಲಾಯಿತು. ಈ ಸಂದರ್ಭದಲ್ಲಿ ಹಿರಿಯ ದಿವಾಣಿ ನ್ಯಾಯಾಧೀಶ ರವೀಂದ್ರ ಹೊನ್ನೊಳೆ, ದಿವಾಣಿ ನ್ಯಾಯಾಧೀಶ ಸಂಜೀವ ಕುಮಾರ, ವಕೀಲರ ಸಂಘದ ಅಧ್ಯಕ್ಷ ಆಲ್ಬರ್ಟ ಓಲೇಕಾರ, ಹಿರಿಯ ನ್ಯಾಯವಾದಿ ಎನ್.ಟಿ. ತಿಗ್ಗೆಕರ್ ಸೇರಿದಂತೆ ನ್ಯಾಯಾಂಗ ಸಿಬ್ಬಂದಿ ಹಾಗೂ ವಕೀಲರ ಸಂಘದ ಸರ್ವ ಸದಸ್ಯರು ಇದ್ದರು.: [798, 1433, 1131, 1511]
quote-text: 2047ಕ್ಕೆ ವಿಕಸಿತ ಭಾರತ ಆಗಬೇಕು ಎಂಬ ನಿಟ್ಟಿನಲ್ಲಿ ಪ್ರಧಾನಿ ಮೋದಿ ಅವರು ಆಡಳಿತ ನಡೆಸುತ್ತಿದ್ದಾರೆ. ಇದಕ್ಕೆ ಪೂರಕವಾಗಿ ಜಲ ಜೀವನ ಮಿಷನ್ ಸೇರಿದಂತೆ ಹಲವಾರು ಯೋಜನೆ ಜಾರಿಗೆ ತಂದಿದ್ದಾರೆ. ವಿಬಿ-ಜಿ ರಾಮ್ ಜಿ ಯೋಜನೆಯಲ್ಲಿ ತಿದ್ದುಪಡಿಸಿ ತಂದು ಗ್ರಾಮೀಣ ಭಾಗದ ಜನರಿಗೆ ಅನುಕೂಲ ಮಾಡಿದ್ದಾರೆ.: [610, 853, 834, 932]
lead-body-1: ಹುಬ್ಬಳ್ಳಿ: ದೇಶದ ಅಸ್ಮಿತೆ ಯುವಕರ ಕೈಯಲ್ಲಿ ಇದೆ. ಯುವಕರು ಹೆಚ್ಚು ಜ್ಞಾನ ಬೆಳೆಸಿಕೊಂಡು ಸ್ವರ್ಣಕ್ಕೆ ಈ ಯುಗದಲ್ಲಿ ಭಾರತವನ್ನು ಜಾಗತಿಕ ಮಟ್ಟದಲ್ಲಿ ಪ್ರತಿನಿಧಿಸುವ ಮಹತ್ವದ ಹೊಣೆ ಹೊತ್ತಿದ್ದಾರೆ ಎಂದು ನಗರದ ತಹಶೀಲ್ದಾರ್ ಮಹೇಶ ಗಸ್ತೆ ತಿಳಿಸಿದರು. ಸೋಮವಾರ ನೆಹರು ಮೈದಾನದಲ್ಲಿ ಹುಬ್ಬಳ್ಳಿ ತಾಲೂಕ ಸಾರ್ವಜನಿಕ ಗಣರಾಜ್ಯೋತ್ಸವ ಸಮಿತಿ 77ನೇ ಗಣರಾಜ್ಯೋತ್ಸವ 2026 ಅಂಗವಾಗಿ ಧ್ವಜಾರೋಹಣ ಮಾಡಿ ಮಾತನಾಡಿದ ಅವರು, ನಮ್ಮ ಸಂವಿಧಾನ ತಜ್ಞ ಸಿದ್ಧಾಂತಗಳನ್ನು ನಮ್ಮ ಜೀವನದಲ್ಲಿ ಅಳವಡಿಸಿಕೊಂಡು ಮುಂದಿನ ಪೀಳಿಗೆಗೆ ಉತ್ತಮ ಭಾರತ ವಿಶ್ವ ಗುರು ಭಾರತವನ್ನು ಬಿಟ್ಟುಹೋಗಬೇಕು ಎಂದರು. ನಿನ್ನೆ ಹಾಗೂ ಇಂದು ಹಿರಿಯರು ಮಾಡಿದ ಸಾಧನೆಗಳನ್ನು ಸ್ಮರಿಸಿ ಗೌರವ ಸಲ್ಲಿಸಬೇಕು. ದೇಶಕ್ಕಾಗಿ ಪ್ರಾಣ ಬಿಟ್ಟ ಮಹಾತ್ಮರನ್ನು ನೆನೆಯಬೇಕು ಎಂದರು. ಸಂವಿಧಾನ ಅಂಗೀಕಾರಗೊಂಡು ಭಾರತ ಗಣರಾಜ್ಯವಾದ ಈ ದಿನದ ಮಹತ್ವವನ್ನು ಅರಿಯಬೇಕು. ಡಾ. ಬಿ.ಆರ್. ಅಂಬೇಡ್ಕರ್ ಅವರು ದೇಶಕ್ಕೆ ಸುಂದರವಾದ ಸಂವಿಧಾನ ನೀಡಿದ್ದಾರೆ. ಅದರಂತೆ ಎಲ್ಲರೂ ನಡೆದುಕೊಳ್ಳಬೇಕು. ಕರ್ತವ್ಯ ಪ್ರಜ್ಞೆ ಮತ್ತು ಪ್ರಜಾಪ್ರಭುತ್ವದ ಮೌಲ್ಯಗಳನ್ನು ಸಾಧ್ಯವಾಗಿಸಬೇಕು.: [338, 625, 599, 875]
photo-rayanna-statue: [798, 1618, 1137, 1727]
hand-pointer-icon: [46, 157, 106, 217]
print-registration-marks: [0, 2358, 1541, 2373]
lead-body-2: ಶಾಸಕ ಪ್ರಸಾದ ಅಬ್ಬಯ್ಯ ಮಾತನಾಡಿ, ಅಂಬೇಡ್ಕರ್ ಅವರು ದೇಶಕ್ಕೆ ಸಂವಿಧಾನ ಮೂಲಕ ನೀಡಿದ್ದಾರೆ. ಸ್ವಾತಂತ್ರ್ಯ ಪ್ರಾಪ್ತವಾಗಲು ಹಲವರು ಬಲಿದಾನ ಮಾಡಿದ್ದಾರೆ. ಅವರ ತ್ಯಾಗದ ಫಲವಾಗಿ ನಾವು ಸ್ವತಂತ್ರ ಭಾರತದಲ್ಲಿ ಇದ್ದೇವೆ. ದೇಶದ ಸಂವಿಧಾನ ಶ್ರೇಷ್ಠವಾದುದು. ವಿಶ್ವದ ಶ್ರೇಷ್ಠ ಗ್ರಂಥವಾಗಿದೆ. ಸಂವಿಧಾನ ಆಶಯ ಸಾರ್ವಕಾಲಿಕವಾಗಿದ್ದು ರಾಜ್ಯ ಹಾಗೂ ಕೇಂದ್ರ ಸರ್ಕಾರಗಳು ಅದರಂತೆ ನಡೆಯಬೇಕು. ಎಲ್ಲರೂ ಸಮಾನತೆ ಸಾಧಿಸಲು ಶ್ರಮಿಸಬೇಕು ಎಂದರು.: [610, 1018, 840, 1150]
